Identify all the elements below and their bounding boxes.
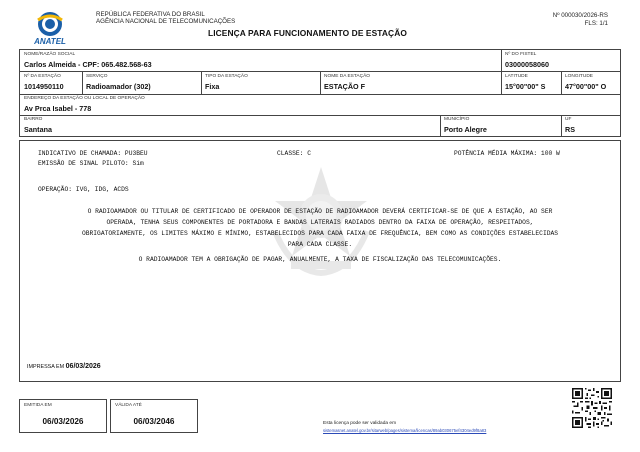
district-label: BAIRRO (24, 117, 43, 122)
call-sign: INDICATIVO DE CHAMADA: PU3BEU (38, 150, 148, 157)
operation-modes: OPERAÇÃO: IVG, IDG, ACDS (38, 186, 129, 193)
city-label: MUNICÍPIO (444, 117, 470, 122)
address-label: ENDEREÇO DA ESTAÇÃO OU LOCAL DE OPERAÇÃO (24, 96, 145, 101)
state-label: UF (565, 117, 572, 122)
valid-label: VÁLIDA ATÉ (115, 403, 142, 408)
station-type-value: Fixa (205, 82, 220, 91)
qr-code-icon[interactable] (572, 388, 612, 428)
republic-name: REPÚBLICA FEDERATIVA DO BRASIL (96, 11, 205, 18)
paragraph-2: O RADIOAMADOR TEM A OBRIGAÇÃO DE PAGAR, ANUALMENTE, A TAXA DE FISCALIZAÇÃO DAS TELECOMUNICAÇÕES. (138, 256, 502, 263)
printed-on (27, 363, 101, 370)
license-body (19, 140, 621, 382)
service-label: SERVIÇO (86, 74, 108, 79)
printed-label: IMPRESSA EM (27, 364, 65, 370)
page-title: LICENÇA PARA FUNCIONAMENTO DE ESTAÇÃO (208, 28, 407, 38)
max-power: POTÊNCIA MÉDIA MÁXIMA: 100 W (454, 150, 560, 157)
anatel-logo (30, 8, 70, 46)
station-class: CLASSE: C (277, 150, 312, 157)
address-value: Av Prca Isabel - 778 (24, 104, 92, 113)
validation-text: Esta licença pode ser validada em (323, 421, 397, 426)
fields-grid (19, 49, 621, 137)
social-name-value: Carlos Almeida - CPF: 065.482.568-63 (24, 60, 152, 69)
anatel-logo-icon (30, 8, 70, 46)
agency-name: AGÊNCIA NACIONAL DE TELECOMUNICAÇÕES (96, 18, 236, 25)
paragraph-1-line-2: OPERADA, TENHA SEUS COMPONENTES DE PORTADORA E BANDAS LATERAIS RADIADOS DENTRO DA FAIXA DE OPERAÇÃO, RESPEITADOS, (106, 219, 534, 226)
paragraph-1-line-4: PARA CADA CLASSE. (287, 241, 353, 248)
service-value: Radioamador (302) (86, 82, 151, 91)
longitude-value: 47°00"00" O (565, 82, 607, 91)
issued-date: 06/03/2026 (42, 417, 84, 426)
logo-text: ANATEL (34, 37, 66, 46)
issued-box (19, 399, 107, 433)
station-name-value: ESTAÇÃO F (324, 82, 365, 91)
latitude-label: LATITUDE (505, 74, 528, 79)
station-number-label: Nº DA ESTAÇÃO (24, 74, 61, 79)
validation-link[interactable]: sistemasnet.anatel.gov.br/sitarweb/pages/sistema/licencas/89ab030675ef4304ed9f8a83 (323, 428, 487, 433)
pilot-signal: EMISSÃO DE SINAL PILOTO: Sim (38, 160, 144, 167)
document-number: Nº 000030/2026-RS (552, 12, 608, 19)
printed-date: 06/03/2026 (65, 363, 101, 370)
station-number-value: 1014950110 (24, 82, 64, 91)
district-value: Santana (24, 125, 52, 134)
station-type-label: TIPO DA ESTAÇÃO (205, 74, 248, 79)
sheet-number: FLS: 1/1 (584, 20, 608, 27)
issued-label: EMITIDA EM (24, 403, 52, 408)
latitude-value: 15°00"00" S (505, 82, 546, 91)
valid-box (110, 399, 198, 433)
social-name-label: NOME/RAZÃO SOCIAL (24, 52, 76, 57)
fistel-label: Nº DO FISTEL (505, 52, 537, 57)
fistel-value: 03000058060 (505, 60, 549, 69)
longitude-label: LONGITUDE (565, 74, 593, 79)
valid-date: 06/03/2046 (133, 417, 175, 426)
state-value: RS (565, 125, 575, 134)
city-value: Porto Alegre (444, 125, 487, 134)
paragraph-1-line-1: O RADIOAMADOR OU TITULAR DE CERTIFICADO DE OPERADOR DE ESTAÇÃO DE RADIOAMADOR DEVERÁ CERTIFICAR-SE DE QUE A ESTAÇÃO, AO SER (87, 208, 553, 215)
station-name-label: NOME DA ESTAÇÃO (324, 74, 371, 79)
paragraph-1-line-3: OBRIGATORIAMENTE, OS LIMITES MÁXIMO E MÍNIMO, ESTABELECIDOS PARA CADA FAIXA DE FREQUÊNCIA, BEM COMO AS CONDIÇÕES ESTABELECIDAS (81, 230, 559, 237)
